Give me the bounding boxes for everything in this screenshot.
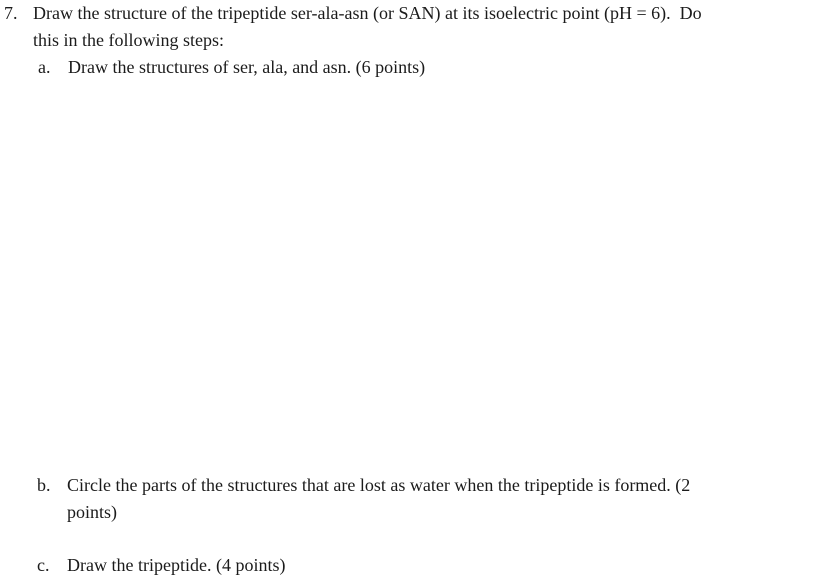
- part-b-text: [67, 472, 812, 526]
- question-7: [4, 0, 814, 81]
- question-text-line-2: this in the following steps:: [33, 30, 224, 50]
- part-b-label: b.: [37, 475, 51, 495]
- question-part-c: [37, 552, 812, 579]
- part-a-label: a.: [38, 57, 51, 77]
- part-c-label: c.: [37, 555, 50, 575]
- part-b-text-line-1: Circle the parts of the structures that are lost as water when the tripeptide is formed. (2: [67, 475, 691, 495]
- part-c-text-line-1: Draw the tripeptide. (4 points): [67, 555, 286, 575]
- part-b-text-line-2: points): [67, 502, 118, 522]
- question-part-b: [37, 472, 812, 526]
- part-c-text: [67, 552, 812, 579]
- part-a-text: [68, 54, 814, 81]
- question-text: [33, 0, 814, 54]
- part-a-text-line-1: Draw the structures of ser, ala, and asn. (6 points): [68, 57, 426, 77]
- question-text-line-1: Draw the structure of the tripeptide ser-ala-asn (or SAN) at its isoelectric point (pH = 6). Do: [33, 3, 702, 23]
- question-number: 7.: [4, 3, 18, 23]
- question-7-stem: [4, 0, 814, 54]
- question-part-a: [38, 54, 814, 81]
